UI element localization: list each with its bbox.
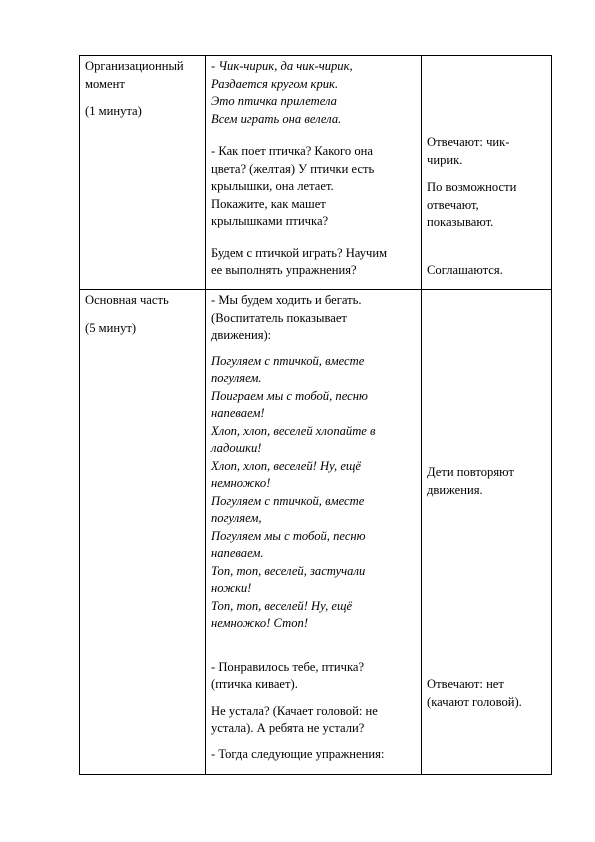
children-answer: Отвечают: нет (качают головой). <box>427 677 522 709</box>
stage-cell <box>80 56 206 290</box>
teacher-question: - Понравилось тебе, птичка? (птичка кивает). <box>211 659 365 691</box>
stage-duration: (5 минут) <box>85 320 137 335</box>
table-row <box>80 56 552 290</box>
children-cell <box>422 290 552 775</box>
teacher-question: - Как поет птичка? Какого она цвета? (желтая) У птички есть крылышки, она летает. Покажите, как машет крылышками птичка? <box>211 144 375 228</box>
children-answer: По возможности отвечают, показывают. <box>427 180 517 229</box>
teacher-question: Не устала? (Качает головой: не устала). А ребята не устали? <box>211 703 378 735</box>
stage-cell <box>80 290 206 775</box>
stage-duration: (1 минута) <box>85 104 142 118</box>
stage-title: Основная часть <box>85 293 169 307</box>
teacher-instruction: - Тогда следующие упражнения: <box>211 746 385 761</box>
teacher-cell <box>206 56 422 290</box>
children-answer: Соглашаются. <box>427 262 503 277</box>
table-row <box>80 290 552 775</box>
children-cell <box>422 56 552 290</box>
stage-title: Организационный момент <box>85 59 184 91</box>
children-answer: Отвечают: чик- чирик. <box>427 135 510 167</box>
teacher-instruction: - Мы будем ходить и бегать. (Воспитатель показывает движения): <box>211 293 362 342</box>
song-verse: Погуляем с птичкой, вместе погуляем. Поиграем мы с тобой, песню напеваем! Хлоп, хлоп, веселей хлопайте в ладошки! Хлоп, хлоп, веселей! Ну, ещё немножко! Погуляем с птичкой, вместе погуляем, Погуляем мы с тобой, песню напеваем. Топ, топ, веселей, застучали ножки! Топ, топ, веселей! Ну, ещё немножко! Стоп! <box>211 353 376 630</box>
teacher-question: Будем с птичкой играть? Научим ее выполнять упражнения? <box>211 245 388 277</box>
children-answer: Дети повторяют движения. <box>427 465 514 497</box>
intro-verse: - Чик-чирик, да чик-чирик, Раздается кругом крик. Это птичка прилетела Всем играть она велела. <box>211 59 353 126</box>
teacher-cell <box>206 290 422 775</box>
lesson-plan-table <box>79 55 552 775</box>
